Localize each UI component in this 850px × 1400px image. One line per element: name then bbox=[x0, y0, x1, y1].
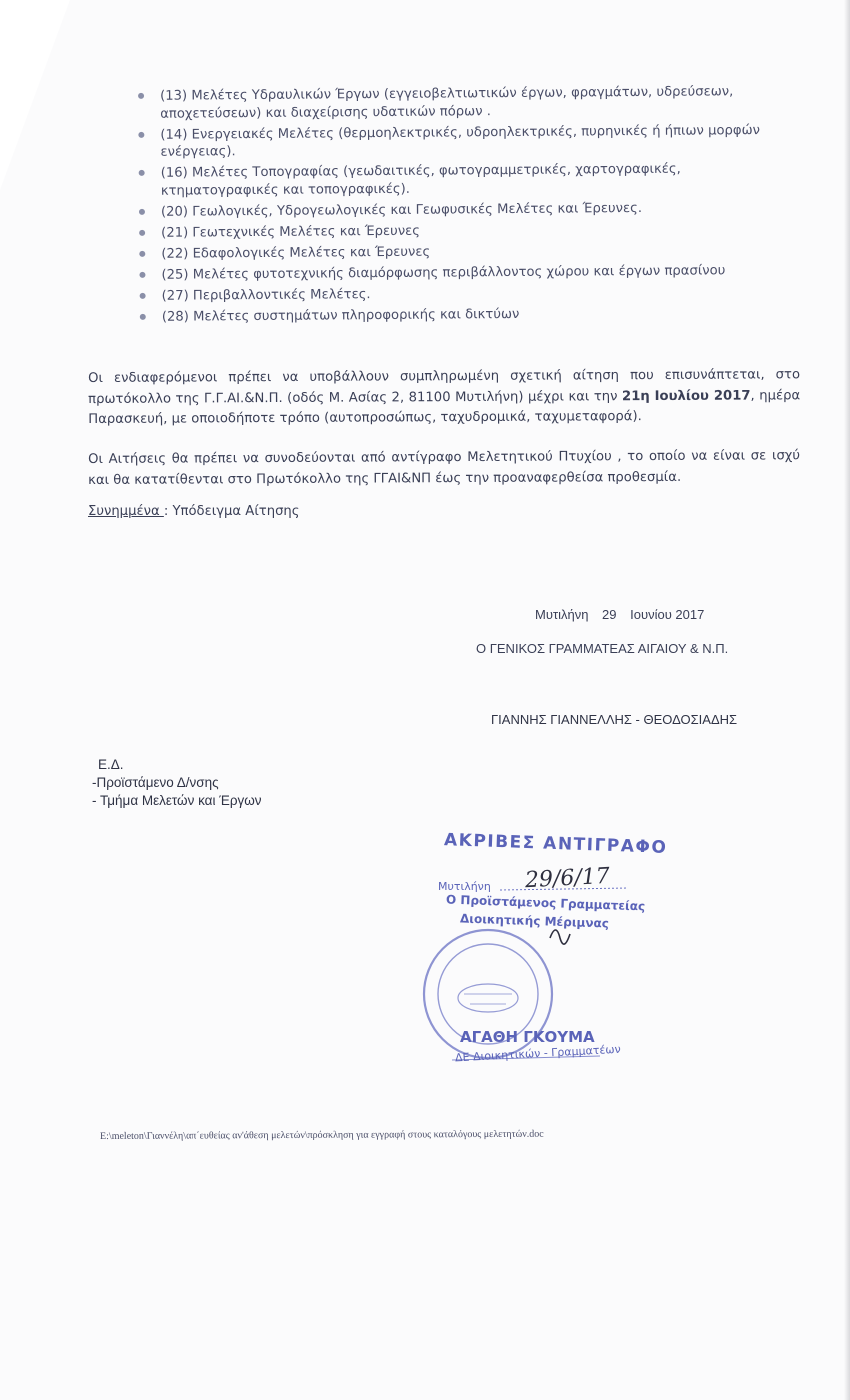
stamp-heading: ΑΚΡΙΒΕΣ ΑΝΤΙΓΡΑΦΟ bbox=[443, 830, 668, 858]
bullet-icon bbox=[138, 131, 144, 137]
list-item: (16) Μελέτες Τοπογραφίας (γεωδαιτικές, φωτογραμμετρικές, χαρτογραφικές, κτηματογραφικές και τοπογραφικές). bbox=[129, 160, 809, 200]
bullet-icon bbox=[139, 271, 145, 277]
file-path-footer: E:\meleton\Γιαννέλη\απ΄ευθείας αν'άθεση μελετών\πρόσκληση για εγγραφή στους καταλόγους μελετητών.doc bbox=[100, 1128, 544, 1142]
submission-paragraph: Οι ενδιαφερόμενοι πρέπει να υποβάλλουν συμπληρωμένη σχετική αίτηση που επισυνάπτεται, στο πρωτόκολλο της Γ.Γ.ΑΙ.&Ν.Π. (οδός Μ. Ασίας 2, 81100 Μυτιλήνη) μέχρι και την 21η Ιουλίου 2017, ημέρα Παρασκευή, με οποιοδήποτε τρόπο (αυτοπροσώπως, ταχυδρομικά, ταχυμεταφορά). bbox=[88, 367, 801, 428]
list-item: (20) Γεωλογικές, Υδρογεωλογικές και Γεωφυσικές Μελέτες και Έρευνες. bbox=[129, 198, 809, 221]
bullet-icon bbox=[140, 292, 146, 298]
scan-edge-shadow bbox=[844, 0, 850, 1400]
requirements-paragraph: Οι Αιτήσεις θα πρέπει να συνοδεύονται από αντίγραφο Μελετητικού Πτυχίου , το οποίο να είναι σε ισχύ και θα κατατίθενται στο Πρωτόκολλο της ΓΓΑΙ&ΝΠ έως την προαναφερθείσα προθεσμία. bbox=[88, 448, 801, 488]
bullet-icon bbox=[139, 229, 145, 235]
list-item: (25) Μελέτες φυτοτεχνικής διαμόρφωσης περιβάλλοντος χώρου και έργων πρασίνου bbox=[129, 261, 809, 284]
bullet-icon bbox=[138, 93, 144, 99]
stamp-signer-name: ΑΓΑΘΗ ΓΚΟΥΜΑ bbox=[460, 1028, 595, 1046]
stamp-city: Μυτιλήνη bbox=[438, 880, 491, 893]
annex-line bbox=[88, 504, 300, 519]
distribution-item: -Προϊστάμενο Δ/νσης bbox=[92, 775, 219, 790]
stamp-role-line2: Διοικητικής Μέριμνας bbox=[459, 911, 610, 931]
bullet-icon bbox=[140, 313, 146, 319]
list-item: (22) Εδαφολογικές Μελέτες και Έρευνες bbox=[129, 240, 809, 263]
distribution-item: - Τμήμα Μελετών και Έργων bbox=[92, 793, 262, 808]
signature-date: Μυτιλήνη 29 Ιουνίου 2017 bbox=[535, 607, 705, 622]
internal-distribution-heading: Ε.Δ. bbox=[98, 757, 124, 772]
signer-title: Ο ΓΕΝΙΚΟΣ ΓΡΑΜΜΑΤΕΑΣ ΑΙΓΑΙΟΥ & Ν.Π. bbox=[476, 641, 729, 656]
annex-label: Συνημμένα bbox=[88, 504, 164, 519]
list-item: (27) Περιβαλλοντικές Μελέτες. bbox=[130, 282, 810, 305]
signer-name: ΓΙΑΝΝΗΣ ΓΙΑΝΝΕΛΛΗΣ - ΘΕΟΔΟΣΙΑΔΗΣ bbox=[491, 712, 738, 727]
internal-distribution bbox=[92, 756, 262, 810]
stamp-role-line1: Ο Προϊστάμενος Γραμματείας bbox=[445, 892, 646, 914]
annex-value: : Υπόδειγμα Αίτησης bbox=[163, 504, 300, 519]
bullet-icon bbox=[139, 208, 145, 214]
list-item: (13) Μελέτες Υδραυλικών Έργων (εγγειοβελτιωτικών έργων, φραγμάτων, υδρεύσεων, αποχετεύσεων) και διαχείρισης υδατικών πόρων . bbox=[128, 83, 808, 123]
list-item: (28) Μελέτες συστημάτων πληροφορικής και δικτύων bbox=[130, 303, 810, 326]
bullet-icon bbox=[139, 170, 145, 176]
scan-fold-corner bbox=[0, 0, 70, 190]
stamp-signer-role: ΔΕ Διοικητικών - Γραμματέων bbox=[454, 1042, 622, 1065]
list-item: (14) Ενεργειακές Μελέτες (θερμοηλεκτρικές, υδροηλεκτρικές, πυρηνικές ή ήπιων μορφών ενέργειας). bbox=[128, 121, 808, 161]
bullet-icon bbox=[139, 250, 145, 256]
certified-copy-stamp bbox=[400, 828, 700, 1088]
list-item: (21) Γεωτεχνικές Μελέτες και Έρευνες bbox=[129, 219, 809, 242]
handwritten-date: 29/6/17 bbox=[524, 863, 611, 894]
deadline-date: 21η Ιουλίου 2017 bbox=[621, 388, 751, 404]
study-categories-list bbox=[128, 83, 810, 330]
